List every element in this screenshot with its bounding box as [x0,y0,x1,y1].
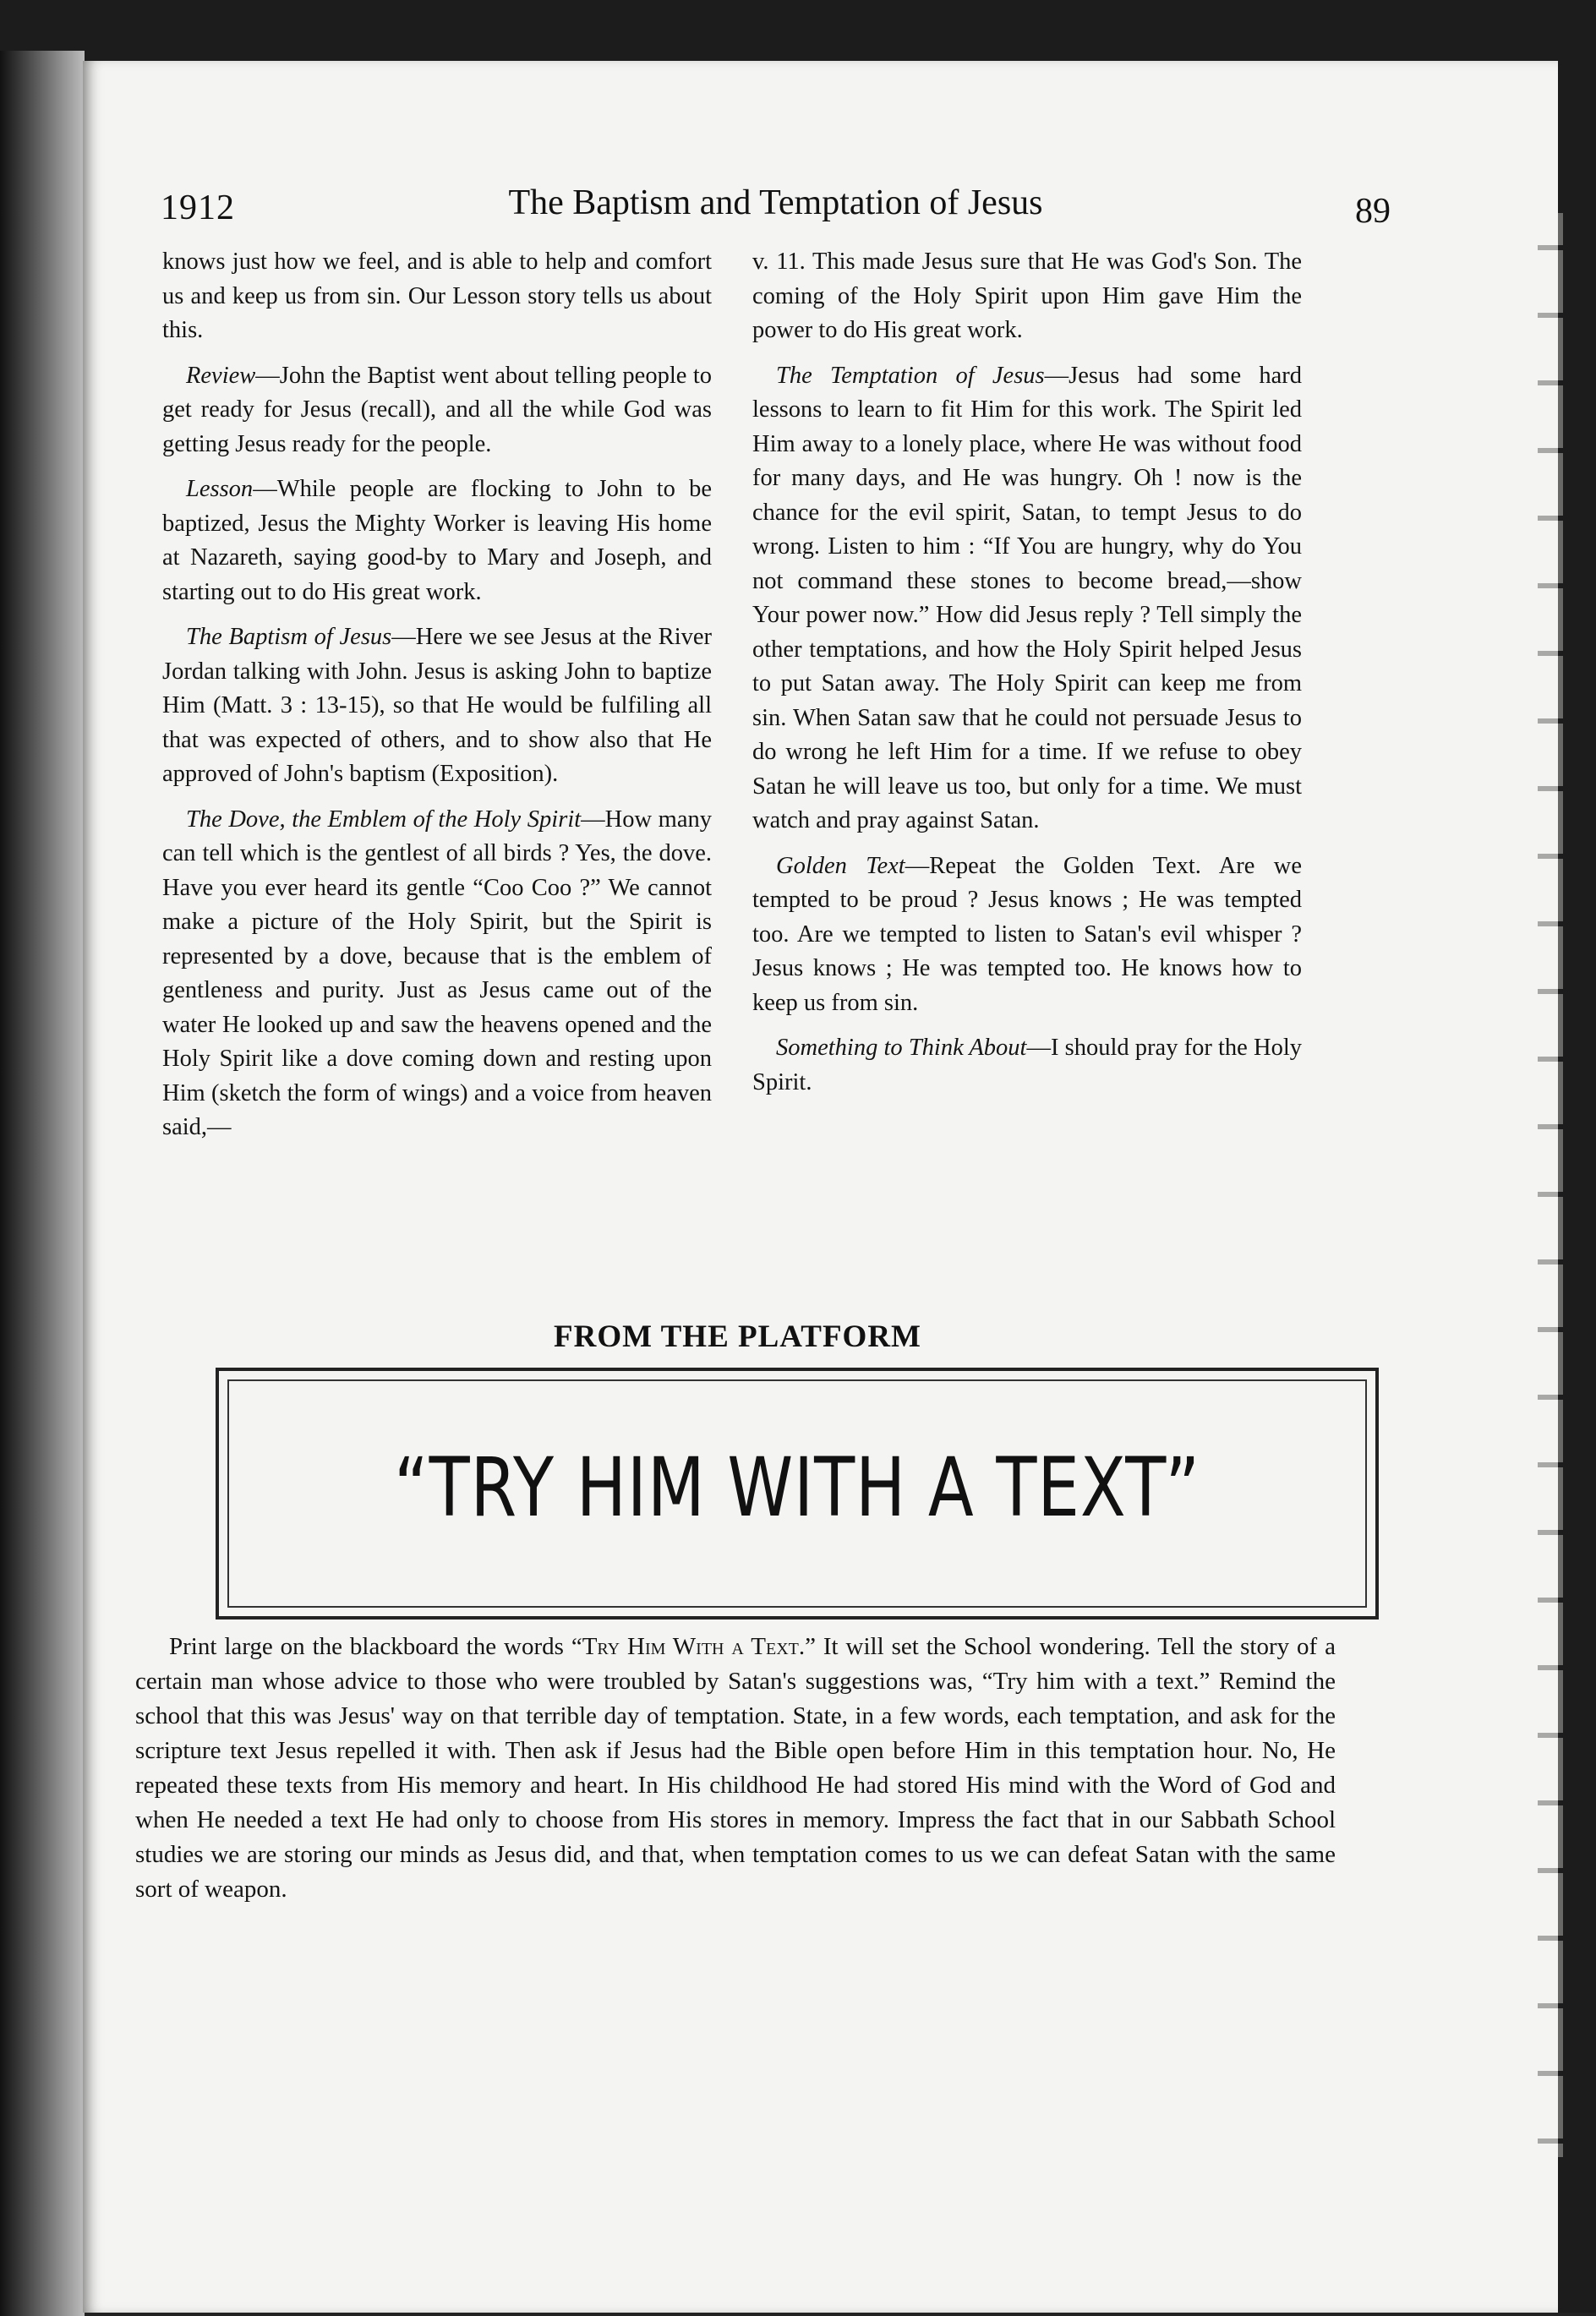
paragraph-label: Golden Text [776,852,905,879]
paragraph-label: Something to Think About [776,1035,1027,1061]
paragraph-review: Review—John the Baptist went about telling people to get ready for Jesus (recall), and all the while God was getting Jesus ready for the people. [162,362,712,457]
paragraph-label: The Temptation of Jesus [776,362,1045,389]
paragraph: v. 11. This made Jesus sure that He was God's Son. The coming of the Holy Spirit upon Him gave Him the power to do His great work. [752,249,1302,343]
left-column [162,245,712,1156]
blackboard-text: “TRY HIM WITH A TEXT” [394,1440,1200,1535]
page-number: 89 [1355,192,1391,231]
previous-page-edge [0,51,85,2316]
paragraph-baptism: The Baptism of Jesus—Here we see Jesus at the River Jordan talking with John. Jesus is asking John to baptize Him (Matt. 3 : 13-15), so that He would be fulfiling all that was expected of others, and to show also that He approved of John's baptism (Exposition). [162,624,713,787]
paragraph-golden-text: Golden Text—Repeat the Golden Text. Are we tempted to be proud ? Jesus knows ; He was tempted too. Are we tempted to listen to Satan's evil whisper ? Jesus knows ; He was tempted too. He knows how to keep us from sin. [752,852,1302,1016]
platform-paragraph: Print large on the blackboard the words “Try Him With a Text.” It will set the School wondering. Tell the story of a certain man whose advice to those who were troubled by Satan's suggestions was, “Try him with a text.” Remind the school that this was Jesus' way on that terrible day of temptation. State, in a few words, each temptation, and ask for the scripture text Jesus repelled it with. Then ask if Jesus had the Bible open before Him in this temptation hour. No, He repeated these texts from His memory and heart. In His childhood He had stored His mind with the Word of God and when He needed a text He had only to choose from His stores in memory. Impress the fact that in our Sabbath School studies we are storing our minds as Jesus did, and that, when temptation comes to us we can defeat Satan with the same sort of weapon. [135,1633,1336,1903]
paragraph-label: Lesson [186,476,254,502]
header-title: The Baptism and Temptation of Jesus [508,183,1043,222]
blackboard-frame [216,1368,1379,1620]
paragraph-temptation: The Temptation of Jesus—Jesus had some hard lessons to learn to fit Him for this work. The Spirit led Him away to a lonely place, where He was without food for many days, and He was hungry. Oh ! now is the chance for the evil spirit, Satan, to tempt Jesus to do wrong. Listen to him : “If You are hungry, why do You not command these stones to become bread,—show Your power now.” How did Jesus reply ? Tell simply the other temptations, and how the Holy Spirit helped Jesus to put Satan away. The Holy Spirit can keep me from sin. When Satan saw that he could not persuade Jesus to do wrong he left Him for a time. If we refuse to obey Satan he will leave us too, but only for a time. We must watch and pray against Satan. [752,362,1302,833]
right-column [752,245,1302,1111]
paragraph-lesson: Lesson—While people are flocking to John to be baptized, Jesus the Mighty Worker is leaving His home at Nazareth, saying good-by to Mary and Joseph, and starting out to do His great work. [162,476,712,605]
paragraph-dove: The Dove, the Emblem of the Holy Spirit—How many can tell which is the gentlest of all birds ? Yes, the dove. Have you ever heard its gentle “Coo Coo ?” We cannot make a picture of the Holy Spirit, but the Spirit is represented by a dove, because that is the emblem of gentleness and purity. Just as Jesus came out of the water He looked up and saw the heavens opened and the Holy Spirit like a dove coming down and resting upon Him (sketch the form of wings) and a voice from heaven said,— [162,806,713,1140]
paragraph-label: The Baptism of Jesus [186,624,392,650]
paragraph-think-about: Something to Think About—I should pray for the Holy Spirit. [752,1035,1302,1095]
paragraph-label: Review [186,362,256,389]
torn-page-edge [1538,213,1563,2157]
small-caps-phrase: Try Him With a Text [582,1633,799,1660]
paragraph-label: The Dove, the Emblem of the Holy Spirit [186,806,582,833]
paragraph: knows just how we feel, and is able to help and comfort us and keep us from sin. Our Lesson story tells us about this. [162,249,712,343]
header-year: 1912 [161,188,235,227]
running-header [161,176,1391,235]
section-heading: FROM THE PLATFORM [554,1319,921,1354]
